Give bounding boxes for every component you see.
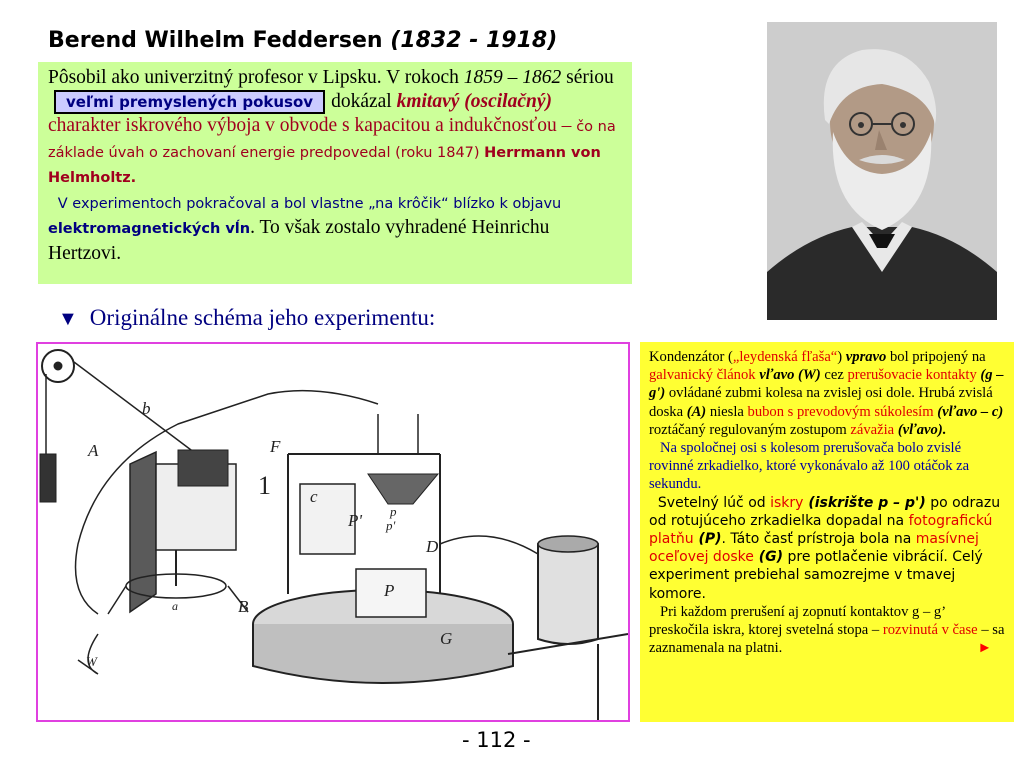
page-title <box>48 28 557 53</box>
label-G: G <box>440 629 453 648</box>
biography-box <box>38 62 632 284</box>
explanation-para-4: Pri každom prerušení aj zopnutí kontaktov g – g’ preskočila iskra, ktorej svetelná stopa – rozvinutá v čase – sa zaznamenala na platni. ► <box>649 603 1005 657</box>
title-name: Berend Wilhelm Feddersen <box>48 28 383 53</box>
label-b: b <box>142 399 151 418</box>
label-P: P <box>384 581 395 600</box>
biography-text: Pôsobil ako univerzitný profesor v Lipsku. V rokoch 1859 – 1862 sériouveľmi premyslených pokusov dokázal kmitavý (oscilačný) charakter iskrového výboja v obvode s kapacitou a indukčnosťou – čo na základe úvah o zachovaní energie predpovedal (roku 1847) Herrmann von Helmholtz. V experimentoch pokračoval a bol vlastne „na krôčik“ blízko k objavu elektromagnetických vĺn. To však zostalo vyhradené Heinrichu Hertzovi. <box>48 67 616 264</box>
portrait-image <box>767 22 997 320</box>
experiment-diagram <box>36 342 630 722</box>
explanation-para-3: Svetelný lúč od iskry (iskrište p – p') po odrazu od rotujúceho zrkadielka dopadal na fotografickú platňu (P). Táto časť prístroja bola na masívnej oceľovej doske (G) pre potlačenie vibrácií. Celý experiment prebiehal samozrejme v tmavej komore. <box>649 494 1001 602</box>
label-p: p <box>390 504 397 519</box>
label-B: B <box>238 597 249 616</box>
label-p-prime: p' <box>386 518 396 533</box>
next-arrow-icon[interactable]: ► <box>977 640 992 657</box>
label-D: D <box>426 537 439 556</box>
title-years: (1832 - 1918) <box>390 28 558 53</box>
explanation-para-1: Kondenzátor („leydenská fľaša“) vpravo bol pripojený na galvanický článok vľavo (W) cez prerušovacie kontakty (g – g') ovládané zubmi kolesa na zvislej osi dole. Hrubá zvislá doska (A) niesla bubon s prevodovým súkolesím (vľavo – c) roztáčaný regulovaným zostupom závažia (vľavo). <box>649 349 1004 438</box>
label-1: 1 <box>258 471 271 500</box>
explanation-para-2: Na spoločnej osi s kolesom prerušovača bolo zvislé rovinné zrkadielko, ktoré vykonávalo až 100 otáčok za sekundu. <box>649 440 970 493</box>
label-F: F <box>270 437 281 456</box>
explanation-box <box>640 342 1014 722</box>
highlight-label: veľmi premyslených pokusov <box>54 90 325 114</box>
page-number: - 112 - <box>462 728 531 752</box>
label-P-prime: P' <box>348 511 363 530</box>
label-A: A <box>88 441 99 460</box>
portrait-photo <box>767 22 997 320</box>
apparatus-drawing <box>38 344 628 720</box>
label-c: c <box>310 487 318 506</box>
diagram-heading: ▼ Originálne schéma jeho experimentu: <box>58 305 436 330</box>
label-W: W <box>86 654 97 669</box>
triangle-down-icon: ▼ <box>58 308 78 330</box>
label-a: a <box>172 599 178 613</box>
